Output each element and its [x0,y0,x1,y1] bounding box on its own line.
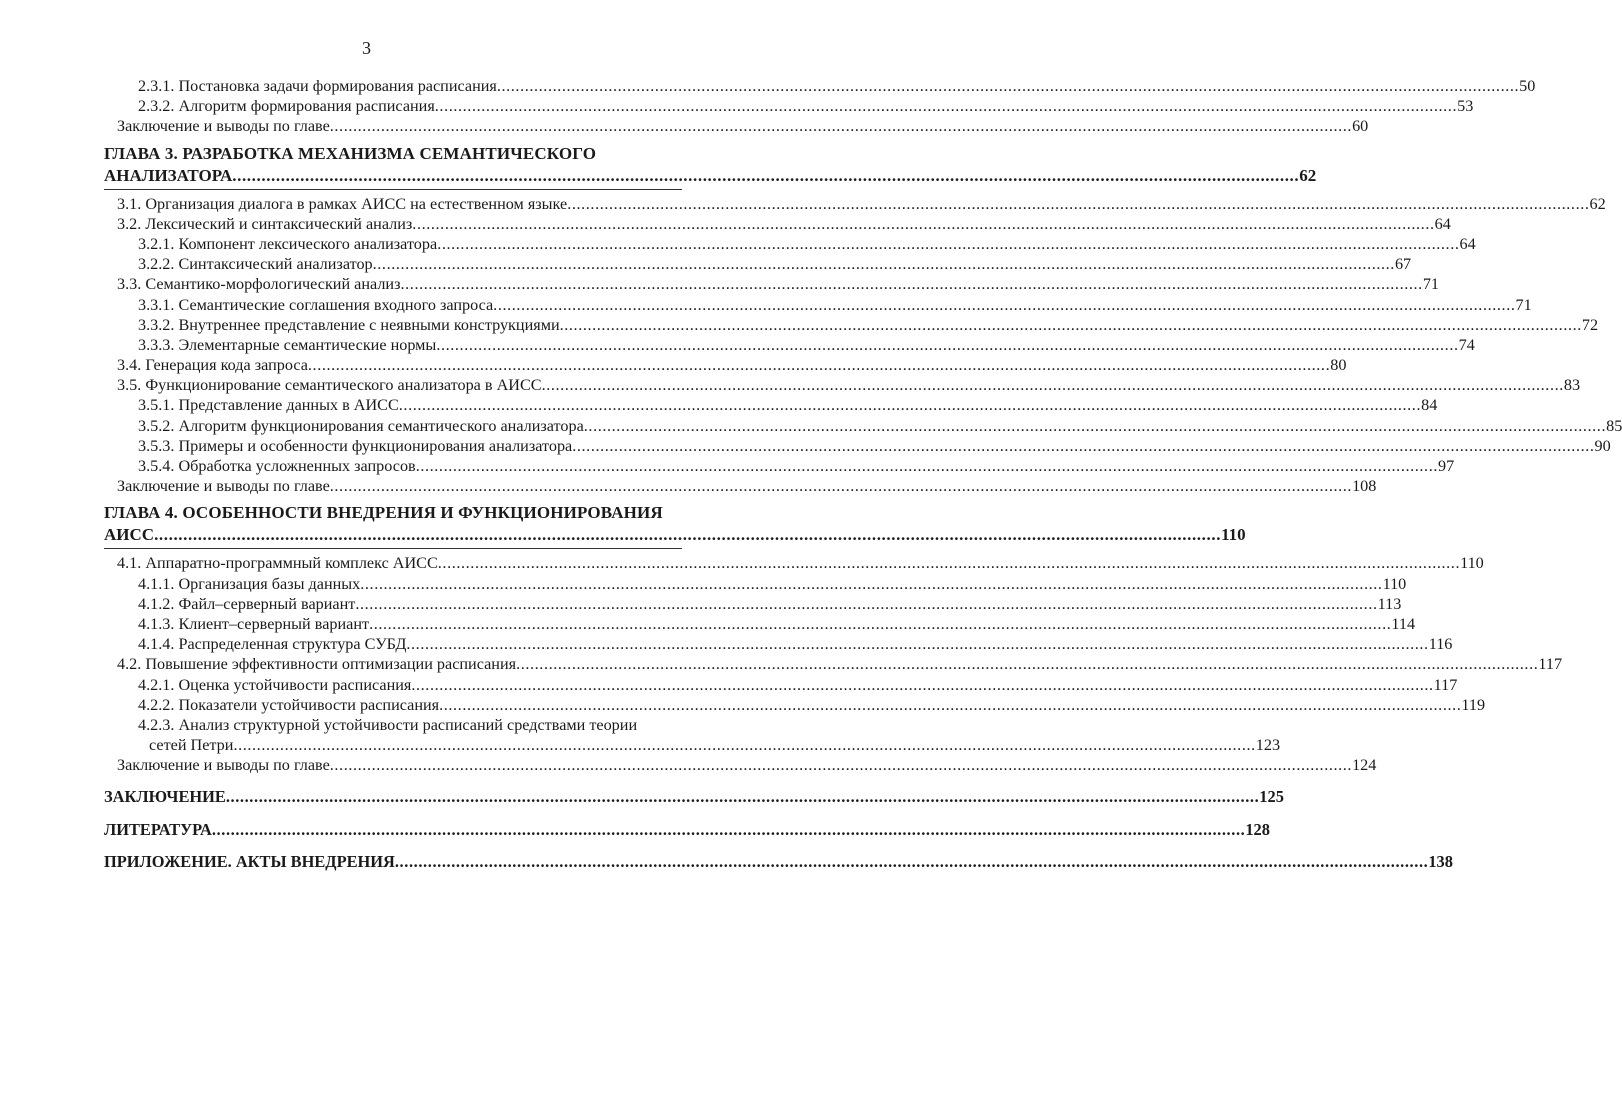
toc-entry-page: 80 [1330,356,1347,375]
leader-dots: ............................................................................................................................................................................................................................ [406,635,1429,654]
toc-entry-title: 4.1.1. Организация базы данных [138,574,361,593]
toc-entry-page: 60 [1352,117,1369,136]
leader-dots: ............................................................................................................................................................................................................................ [211,819,1246,839]
toc-entry-4-1[interactable] [104,553,1484,573]
toc-entry-page: 84 [1421,396,1438,415]
toc-entry-page: 71 [1515,295,1532,314]
toc-chapter-4[interactable] [104,502,1246,546]
toc-entry-page: 110 [1382,574,1407,593]
toc-entry-page: 67 [1394,255,1412,274]
chapter-heading: ГЛАВА 4. ОСОБЕННОСТИ ВНЕДРЕНИЯ И ФУНКЦИОНИРОВАНИЯ [104,503,663,523]
toc-entry-ch4-conclusion[interactable] [104,755,1377,775]
toc-entry-3-3-1[interactable] [104,295,1532,315]
chapter-heading-continuation [104,524,1246,546]
leader-dots: ............................................................................................................................................................................................................................ [233,736,1256,755]
toc-entry-title: 3.3. Семантико-морфологический анализ [117,275,401,294]
toc-entry-2-3-1[interactable] [104,76,1536,96]
leader-dots: ............................................................................................................................................................................................................................ [360,574,1383,593]
toc-entry-page: 62 [1299,165,1317,185]
toc-entry-page: 117 [1538,655,1563,674]
toc-entry-title: 4.1.4. Распределенная структура СУБД [138,635,407,654]
toc-entry-page: 72 [1581,315,1599,334]
leader-dots: ............................................................................................................................................................................................................................ [232,165,1300,185]
toc-entry-title: ПРИЛОЖЕНИЕ. АКТЫ ВНЕДРЕНИЯ [104,851,395,871]
toc-entry-title: 4.2.2. Показатели устойчивости расписания [138,695,440,714]
toc-entry-4-1-1[interactable] [104,574,1407,594]
toc-entry-3-5-2[interactable] [104,416,1622,436]
spacer [104,840,682,852]
toc-entry-3-3-2[interactable] [104,315,1599,335]
toc-entry-title: ЛИТЕРАТУРА [104,819,212,839]
toc-entry-title: АИСС [104,525,155,545]
toc-entry-3-1[interactable] [104,194,1606,214]
toc-entry-ch2-conclusion[interactable] [104,116,1369,136]
toc-entry-4-1-4[interactable] [104,634,1453,654]
toc-entry-title: 2.3.2. Алгоритм формирования расписания [138,97,435,116]
toc-entry-page: 114 [1391,614,1416,633]
leader-dots: ............................................................................................................................................................................................................................ [398,396,1422,415]
toc-entry-title: 3.4. Генерация кода запроса [117,356,308,375]
toc-entry-title: Заключение и выводы по главе [117,756,330,775]
leader-dots: ............................................................................................................................................................................................................................ [400,275,1423,294]
toc-entry-continuation [138,735,1281,755]
toc-entry-page: 83 [1563,376,1581,395]
toc-entry-page: 62 [1589,194,1606,213]
toc-entry-3-2-1[interactable] [104,234,1476,254]
leader-dots: ............................................................................................................................................................................................................................ [412,214,1435,233]
toc-entry-4-2-1[interactable] [104,675,1458,695]
toc-entry-page: 97 [1438,457,1455,475]
toc-entry-page: 128 [1245,819,1270,839]
leader-dots: ............................................................................................................................................................................................................................ [369,614,1392,633]
toc-entry-title: 4.2.1. Оценка устойчивости расписания [138,675,412,694]
toc-entry-3-3-3[interactable] [104,335,1475,355]
leader-dots: ............................................................................................................................................................................................................................ [372,255,1395,274]
toc-entry-4-2-3[interactable] [104,715,1281,755]
leader-dots: ............................................................................................................................................................................................................................ [225,787,1260,807]
leader-dots: ............................................................................................................................................................................................................................ [329,477,1353,496]
toc-entry-page: 90 [1594,436,1611,455]
toc-entry-title: 2.3.1. Постановка задачи формирования расписания [138,77,497,95]
toc-entry-title-line1: 4.2.3. Анализ структурной устойчивости расписаний средствами теории [138,715,638,734]
toc-entry-page: 50 [1519,77,1536,95]
leader-dots: ............................................................................................................................................................................................................................ [583,416,1607,435]
leader-dots: ............................................................................................................................................................................................................................ [437,554,1461,573]
toc-entry-page: 64 [1459,234,1476,253]
toc-entry-page: 113 [1377,594,1402,613]
toc-entry-title: 3.1. Организация диалога в рамках АИСС на естественном языке [117,194,568,213]
leader-dots: ............................................................................................................................................................................................................................ [437,234,1460,253]
leader-dots: ............................................................................................................................................................................................................................ [516,655,1539,674]
toc-entry-title: 3.5.2. Алгоритм функционирования семантического анализатора [138,416,584,435]
toc-entry-3-5-1[interactable] [104,395,1438,415]
toc-entry-3-5-3[interactable] [104,436,1611,456]
leader-dots: ............................................................................................................................................................................................................................ [572,436,1595,455]
toc-entry-title: 3.5.3. Примеры и особенности функционирования анализатора [138,436,573,455]
toc-entry-title: 4.1.2. Файл–серверный вариант [138,594,356,613]
leader-dots: ............................................................................................................................................................................................................................ [329,756,1353,775]
toc-entry-page: 53 [1457,97,1474,116]
leader-dots: ............................................................................................................................................................................................................................ [567,194,1590,213]
toc-entry-title: 3.2. Лексический и синтаксический анализ [117,214,413,233]
toc-entry-title: 3.5.1. Представление данных в АИСС [138,396,399,415]
leader-dots: ............................................................................................................................................................................................................................ [415,457,1438,475]
toc-chapter-3[interactable] [104,143,1317,187]
toc-entry-title: Заключение и выводы по главе [117,117,330,136]
leader-dots: ............................................................................................................................................................................................................................ [355,594,1378,613]
toc-entry-3-4[interactable] [104,355,1347,375]
toc-entry-conclusion[interactable] [104,787,1284,807]
leader-dots: ............................................................................................................................................................................................................................ [307,356,1331,375]
toc-entry-page: 85 [1606,416,1622,435]
leader-dots: ............................................................................................................................................................................................................................ [496,77,1520,95]
leader-dots: ............................................................................................................................................................................................................................ [411,675,1434,694]
leader-dots: ............................................................................................................................................................................................................................ [439,695,1462,714]
toc-entry-4-2[interactable] [104,654,1563,674]
divider [104,548,682,549]
toc-entry-3-5[interactable] [104,375,1581,395]
toc-entry-3-2-2[interactable] [104,254,1412,274]
toc-entry-title: 3.3.1. Семантические соглашения входного запроса [138,295,494,314]
toc-entry-3-5-4[interactable] [104,456,1455,476]
toc-entry-title: 3.2.1. Компонент лексического анализатора [138,234,438,253]
toc-entry-title: 3.2.2. Синтаксический анализатор [138,255,373,274]
toc-entry-title: 3.3.3. Элементарные семантические нормы [138,335,437,354]
leader-dots: ............................................................................................................................................................................................................................ [436,335,1459,354]
toc-entry-title: сетей Петри [149,736,234,755]
toc-entry-2-3-2[interactable] [104,96,1474,116]
toc-entry-references[interactable] [104,819,1270,840]
toc-entry-4-2-2[interactable] [104,695,1486,715]
toc-entry-4-1-2[interactable] [104,594,1402,614]
table-of-contents [104,76,1622,872]
toc-entry-page: 119 [1461,695,1486,714]
toc-entry-title: АНАЛИЗАТОРА [104,165,233,185]
toc-entry-3-3[interactable] [104,274,1439,294]
toc-entry-page: 123 [1255,736,1281,755]
toc-entry-title: ЗАКЛЮЧЕНИЕ [104,787,226,807]
leader-dots: ............................................................................................................................................................................................................................ [434,97,1458,116]
toc-entry-page: 116 [1428,635,1453,654]
toc-entry-title: 3.5.4. Обработка усложненных запросов [138,457,416,475]
toc-entry-3-2[interactable] [104,214,1451,234]
toc-entry-page: 117 [1433,675,1458,694]
toc-entry-page: 124 [1352,756,1377,775]
toc-entry-page: 64 [1434,214,1451,233]
leader-dots: ............................................................................................................................................................................................................................ [541,376,1564,395]
leader-dots: ............................................................................................................................................................................................................................ [154,525,1222,545]
toc-entry-page: 110 [1221,525,1246,545]
leader-dots: ............................................................................................................................................................................................................................ [493,295,1516,314]
leader-dots: ............................................................................................................................................................................................................................ [329,117,1353,136]
chapter-heading: ГЛАВА 3. РАЗРАБОТКА МЕХАНИЗМА СЕМАНТИЧЕСКОГО [104,143,597,163]
toc-entry-appendix[interactable] [104,851,1453,872]
toc-entry-title: 4.1. Аппаратно-программный комплекс АИСС [117,554,438,573]
toc-entry-ch3-conclusion[interactable] [104,476,1377,496]
toc-entry-title: 4.1.3. Клиент–серверный вариант [138,614,370,633]
leader-dots: ............................................................................................................................................................................................................................ [394,851,1429,871]
toc-entry-page: 108 [1352,477,1377,496]
toc-entry-title: Заключение и выводы по главе [117,477,330,496]
spacer [104,808,682,820]
toc-entry-4-1-3[interactable] [104,614,1416,634]
page-number: 3 [362,38,371,58]
toc-entry-title: 3.3.2. Внутреннее представление с неявными конструкциями [138,315,560,334]
toc-entry-title: 4.2. Повышение эффективности оптимизации расписания [117,655,517,674]
toc-entry-page: 110 [1460,554,1484,573]
spacer [104,775,682,787]
toc-entry-page: 71 [1422,275,1439,294]
toc-entry-title: 3.5. Функционирование семантического анализатора в АИСС [117,376,542,395]
toc-entry-page: 125 [1259,787,1284,807]
chapter-heading-continuation [104,165,1317,187]
toc-entry-page: 74 [1458,335,1475,354]
toc-entry-page: 138 [1428,851,1453,871]
divider [104,189,682,190]
leader-dots: ............................................................................................................................................................................................................................ [559,315,1582,334]
